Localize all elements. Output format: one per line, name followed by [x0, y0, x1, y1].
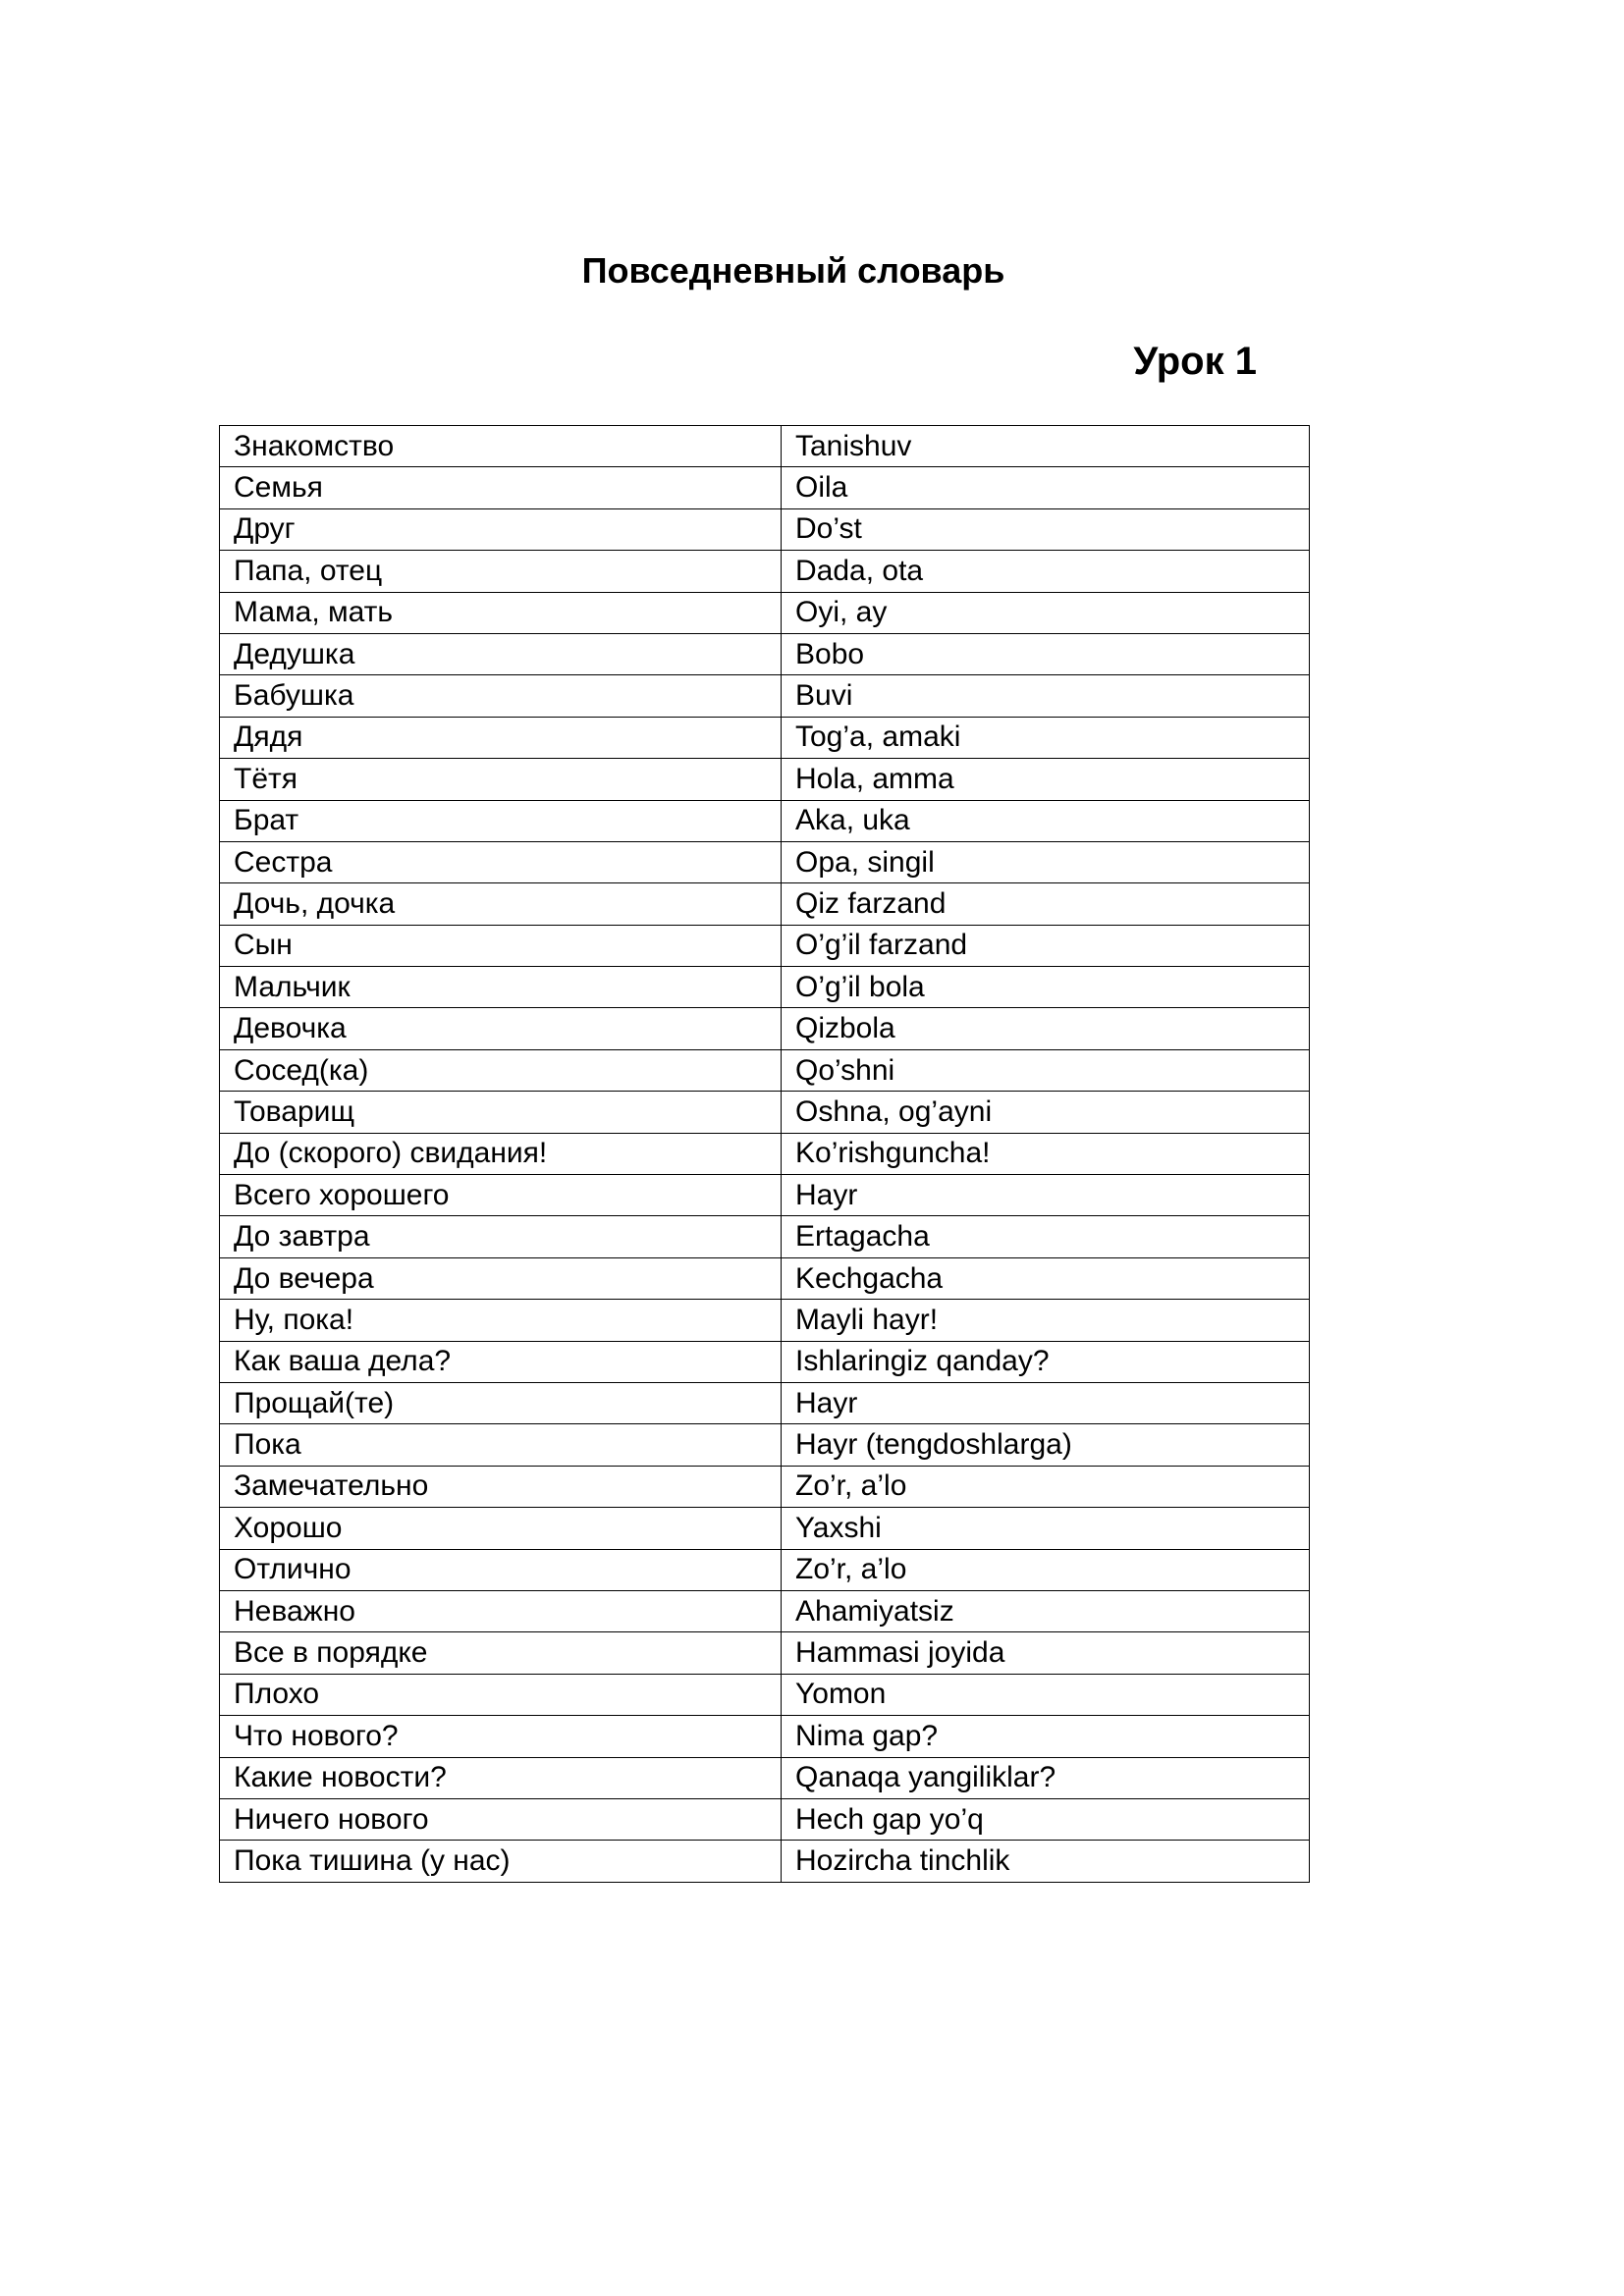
russian-word-cell: До вечера — [220, 1257, 782, 1299]
table-row — [220, 1466, 1310, 1507]
russian-word-cell: Семья — [220, 467, 782, 508]
uzbek-word-cell: Ahamiyatsiz — [782, 1590, 1310, 1631]
table-row — [220, 759, 1310, 800]
table-row — [220, 1798, 1310, 1840]
uzbek-word-cell: Buvi — [782, 675, 1310, 717]
table-row — [220, 592, 1310, 633]
russian-word-cell: До завтра — [220, 1216, 782, 1257]
uzbek-word-cell: Qo’shni — [782, 1049, 1310, 1091]
vocabulary-table — [219, 425, 1310, 1883]
russian-word-cell: Девочка — [220, 1008, 782, 1049]
russian-word-cell: Мама, мать — [220, 592, 782, 633]
table-row — [220, 967, 1310, 1008]
table-row — [220, 508, 1310, 550]
table-row — [220, 426, 1310, 467]
russian-word-cell: Какие новости? — [220, 1757, 782, 1798]
uzbek-word-cell: Yomon — [782, 1674, 1310, 1715]
uzbek-word-cell: Ertagacha — [782, 1216, 1310, 1257]
uzbek-word-cell: Do’st — [782, 508, 1310, 550]
table-row — [220, 800, 1310, 841]
russian-word-cell: Товарищ — [220, 1092, 782, 1133]
russian-word-cell: Сосед(ка) — [220, 1049, 782, 1091]
table-row — [220, 1549, 1310, 1590]
russian-word-cell: Сестра — [220, 841, 782, 882]
russian-word-cell: Дедушка — [220, 633, 782, 674]
table-row — [220, 1133, 1310, 1174]
uzbek-word-cell: Hech gap yo’q — [782, 1798, 1310, 1840]
russian-word-cell: Все в порядке — [220, 1632, 782, 1674]
table-row — [220, 1841, 1310, 1882]
uzbek-word-cell: Hayr — [782, 1175, 1310, 1216]
table-row — [220, 1757, 1310, 1798]
russian-word-cell: Бабушка — [220, 675, 782, 717]
uzbek-word-cell: Ishlaringiz qanday? — [782, 1341, 1310, 1382]
table-row — [220, 717, 1310, 758]
russian-word-cell: До (скорого) свидания! — [220, 1133, 782, 1174]
table-row — [220, 467, 1310, 508]
uzbek-word-cell: Ko’rishguncha! — [782, 1133, 1310, 1174]
uzbek-word-cell: Oshna, og’ayni — [782, 1092, 1310, 1133]
uzbek-word-cell: Oyi, ay — [782, 592, 1310, 633]
russian-word-cell: Хорошо — [220, 1508, 782, 1549]
table-row — [220, 1008, 1310, 1049]
russian-word-cell: Папа, отец — [220, 551, 782, 592]
uzbek-word-cell: Qizbola — [782, 1008, 1310, 1049]
table-row — [220, 1175, 1310, 1216]
document-title: Повседневный словарь — [581, 250, 1005, 291]
table-row — [220, 1049, 1310, 1091]
russian-word-cell: Всего хорошего — [220, 1175, 782, 1216]
russian-word-cell: Отлично — [220, 1549, 782, 1590]
table-row — [220, 1092, 1310, 1133]
uzbek-word-cell: Mayli hayr! — [782, 1300, 1310, 1341]
uzbek-word-cell: Tog’a, amaki — [782, 717, 1310, 758]
uzbek-word-cell: O’g’il farzand — [782, 925, 1310, 966]
table-row — [220, 1590, 1310, 1631]
russian-word-cell: Сын — [220, 925, 782, 966]
table-row — [220, 883, 1310, 925]
russian-word-cell: Прощай(те) — [220, 1382, 782, 1423]
uzbek-word-cell: Kechgacha — [782, 1257, 1310, 1299]
russian-word-cell: Замечательно — [220, 1466, 782, 1507]
uzbek-word-cell: Oila — [782, 467, 1310, 508]
table-row — [220, 1716, 1310, 1757]
uzbek-word-cell: O’g’il bola — [782, 967, 1310, 1008]
russian-word-cell: Ничего нового — [220, 1798, 782, 1840]
uzbek-word-cell: Hayr (tengdoshlarga) — [782, 1424, 1310, 1466]
russian-word-cell: Брат — [220, 800, 782, 841]
table-row — [220, 1674, 1310, 1715]
russian-word-cell: Как ваша дела? — [220, 1341, 782, 1382]
russian-word-cell: Плохо — [220, 1674, 782, 1715]
uzbek-word-cell: Hola, amma — [782, 759, 1310, 800]
uzbek-word-cell: Nima gap? — [782, 1716, 1310, 1757]
table-row — [220, 841, 1310, 882]
table-row — [220, 1632, 1310, 1674]
uzbek-word-cell: Hammasi joyida — [782, 1632, 1310, 1674]
table-row — [220, 1341, 1310, 1382]
table-row — [220, 1424, 1310, 1466]
uzbek-word-cell: Dada, ota — [782, 551, 1310, 592]
table-row — [220, 551, 1310, 592]
table-row — [220, 1508, 1310, 1549]
uzbek-word-cell: Hayr — [782, 1382, 1310, 1423]
russian-word-cell: Знакомство — [220, 426, 782, 467]
russian-word-cell: Дочь, дочка — [220, 883, 782, 925]
lesson-title: Урок 1 — [1133, 340, 1257, 383]
uzbek-word-cell: Aka, uka — [782, 800, 1310, 841]
uzbek-word-cell: Zo’r, a’lo — [782, 1466, 1310, 1507]
vocabulary-table-body — [220, 426, 1310, 1883]
uzbek-word-cell: Qanaqa yangiliklar? — [782, 1757, 1310, 1798]
table-row — [220, 1382, 1310, 1423]
russian-word-cell: Что нового? — [220, 1716, 782, 1757]
uzbek-word-cell: Hozircha tinchlik — [782, 1841, 1310, 1882]
russian-word-cell: Мальчик — [220, 967, 782, 1008]
uzbek-word-cell: Tanishuv — [782, 426, 1310, 467]
russian-word-cell: Дядя — [220, 717, 782, 758]
russian-word-cell: Друг — [220, 508, 782, 550]
table-row — [220, 925, 1310, 966]
table-row — [220, 675, 1310, 717]
uzbek-word-cell: Opa, singil — [782, 841, 1310, 882]
russian-word-cell: Неважно — [220, 1590, 782, 1631]
uzbek-word-cell: Qiz farzand — [782, 883, 1310, 925]
uzbek-word-cell: Zo’r, a’lo — [782, 1549, 1310, 1590]
uzbek-word-cell: Bobo — [782, 633, 1310, 674]
table-row — [220, 1216, 1310, 1257]
russian-word-cell: Пока — [220, 1424, 782, 1466]
russian-word-cell: Ну, пока! — [220, 1300, 782, 1341]
russian-word-cell: Тётя — [220, 759, 782, 800]
russian-word-cell: Пока тишина (у нас) — [220, 1841, 782, 1882]
uzbek-word-cell: Yaxshi — [782, 1508, 1310, 1549]
table-row — [220, 1300, 1310, 1341]
table-row — [220, 633, 1310, 674]
table-row — [220, 1257, 1310, 1299]
